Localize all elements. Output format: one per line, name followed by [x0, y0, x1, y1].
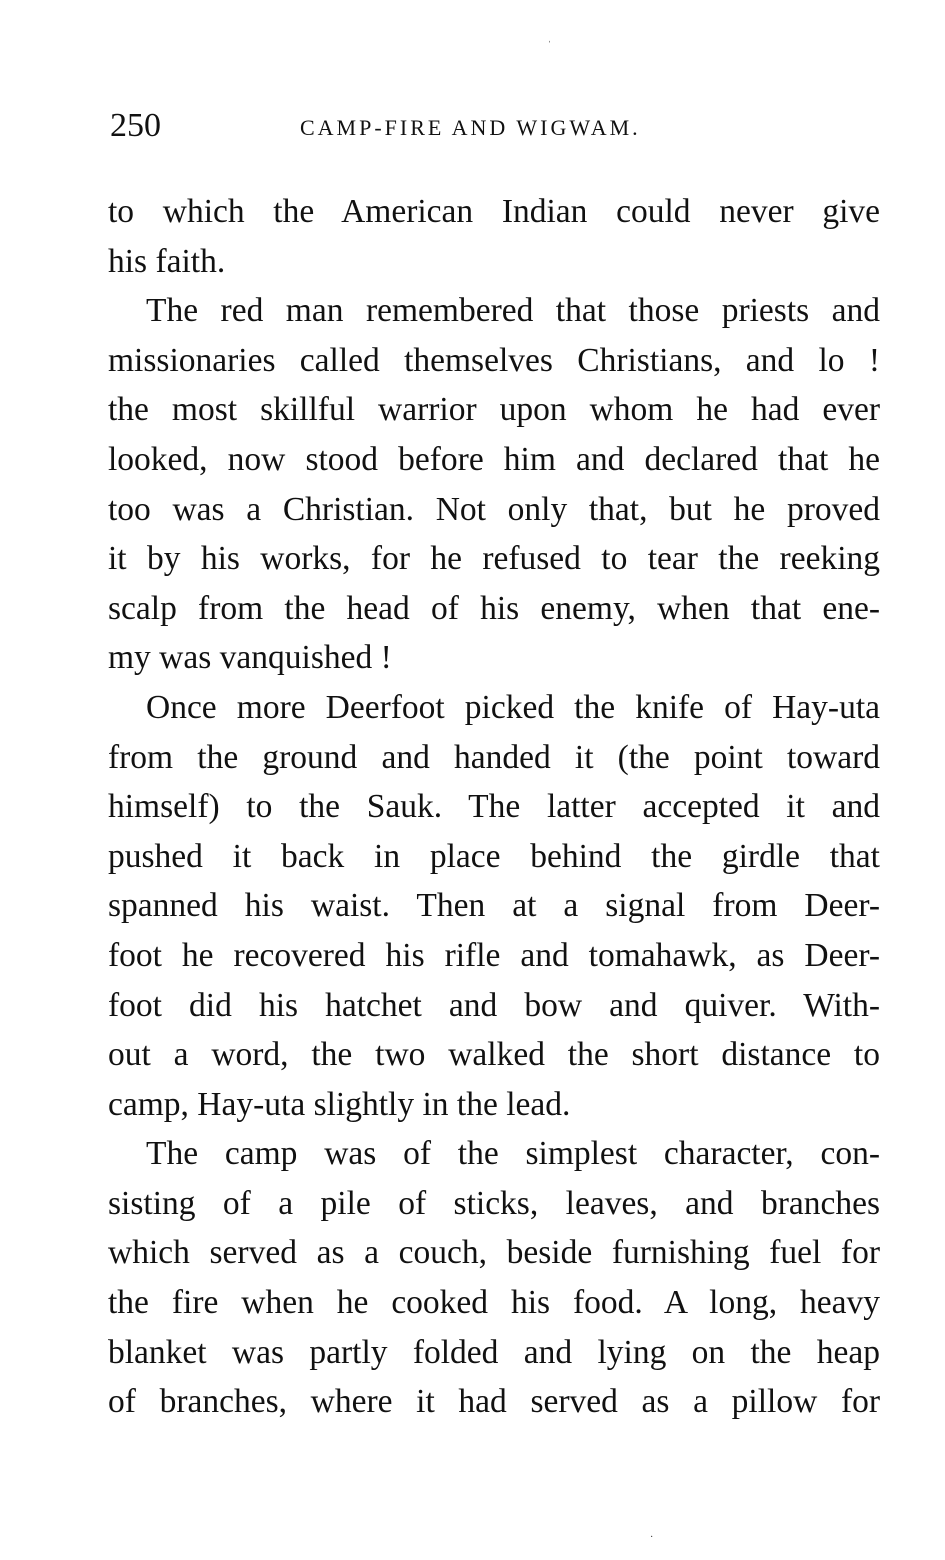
paragraph-2: [108, 286, 880, 683]
text-line: his faith.: [108, 242, 226, 280]
text-line: The red man remembered that those priests and: [146, 292, 880, 330]
paragraph-3: [108, 683, 880, 1129]
text-line: it by his works, for he refused to tear the reeking: [108, 540, 880, 578]
text-line: of branches, where it had served as a pillow for: [108, 1383, 880, 1421]
text-line: which served as a couch, beside furnishing fuel for: [108, 1234, 880, 1272]
body-text: [108, 187, 880, 1427]
text-line: from the ground and handed it (the point toward: [108, 738, 880, 776]
paragraph-4: [108, 1129, 880, 1427]
text-line: sisting of a pile of sticks, leaves, and branches: [108, 1184, 880, 1222]
page-number: 250: [110, 107, 161, 144]
text-line: foot he recovered his rifle and tomahawk, as Deer-: [108, 936, 880, 974]
text-line: pushed it back in place behind the girdle that: [108, 837, 880, 875]
running-title: CAMP-FIRE AND WIGWAM.: [300, 115, 641, 140]
text-line: blanket was partly folded and lying on the heap: [108, 1333, 880, 1371]
paragraph-1: [108, 187, 880, 286]
text-line: the most skillful warrior upon whom he had ever: [108, 391, 880, 429]
text-line: camp, Hay-uta slightly in the lead.: [108, 1085, 571, 1123]
text-line: to which the American Indian could never give: [108, 193, 880, 230]
print-speck: ·: [650, 1532, 654, 1543]
text-line: looked, now stood before him and declared that he: [108, 440, 880, 478]
print-speck: ˈ: [548, 40, 552, 51]
text-line: spanned his waist. Then at a signal from Deer-: [108, 887, 880, 925]
page-header: [110, 104, 880, 148]
text-line: The camp was of the simplest character, con-: [146, 1135, 880, 1173]
text-line: foot did his hatchet and bow and quiver. With-: [108, 986, 880, 1024]
text-line: my was vanquished !: [108, 639, 392, 677]
text-line: too was a Christian. Not only that, but he proved: [108, 490, 880, 528]
text-line: Once more Deerfoot picked the knife of Hay-uta: [146, 688, 880, 726]
text-line: himself) to the Sauk. The latter accepted it and: [108, 788, 880, 826]
text-line: out a word, the two walked the short distance to: [108, 1036, 880, 1074]
text-line: scalp from the head of his enemy, when that ene-: [108, 589, 880, 627]
text-line: missionaries called themselves Christians, and lo !: [108, 341, 880, 379]
text-line: the fire when he cooked his food. A long, heavy: [108, 1284, 880, 1322]
